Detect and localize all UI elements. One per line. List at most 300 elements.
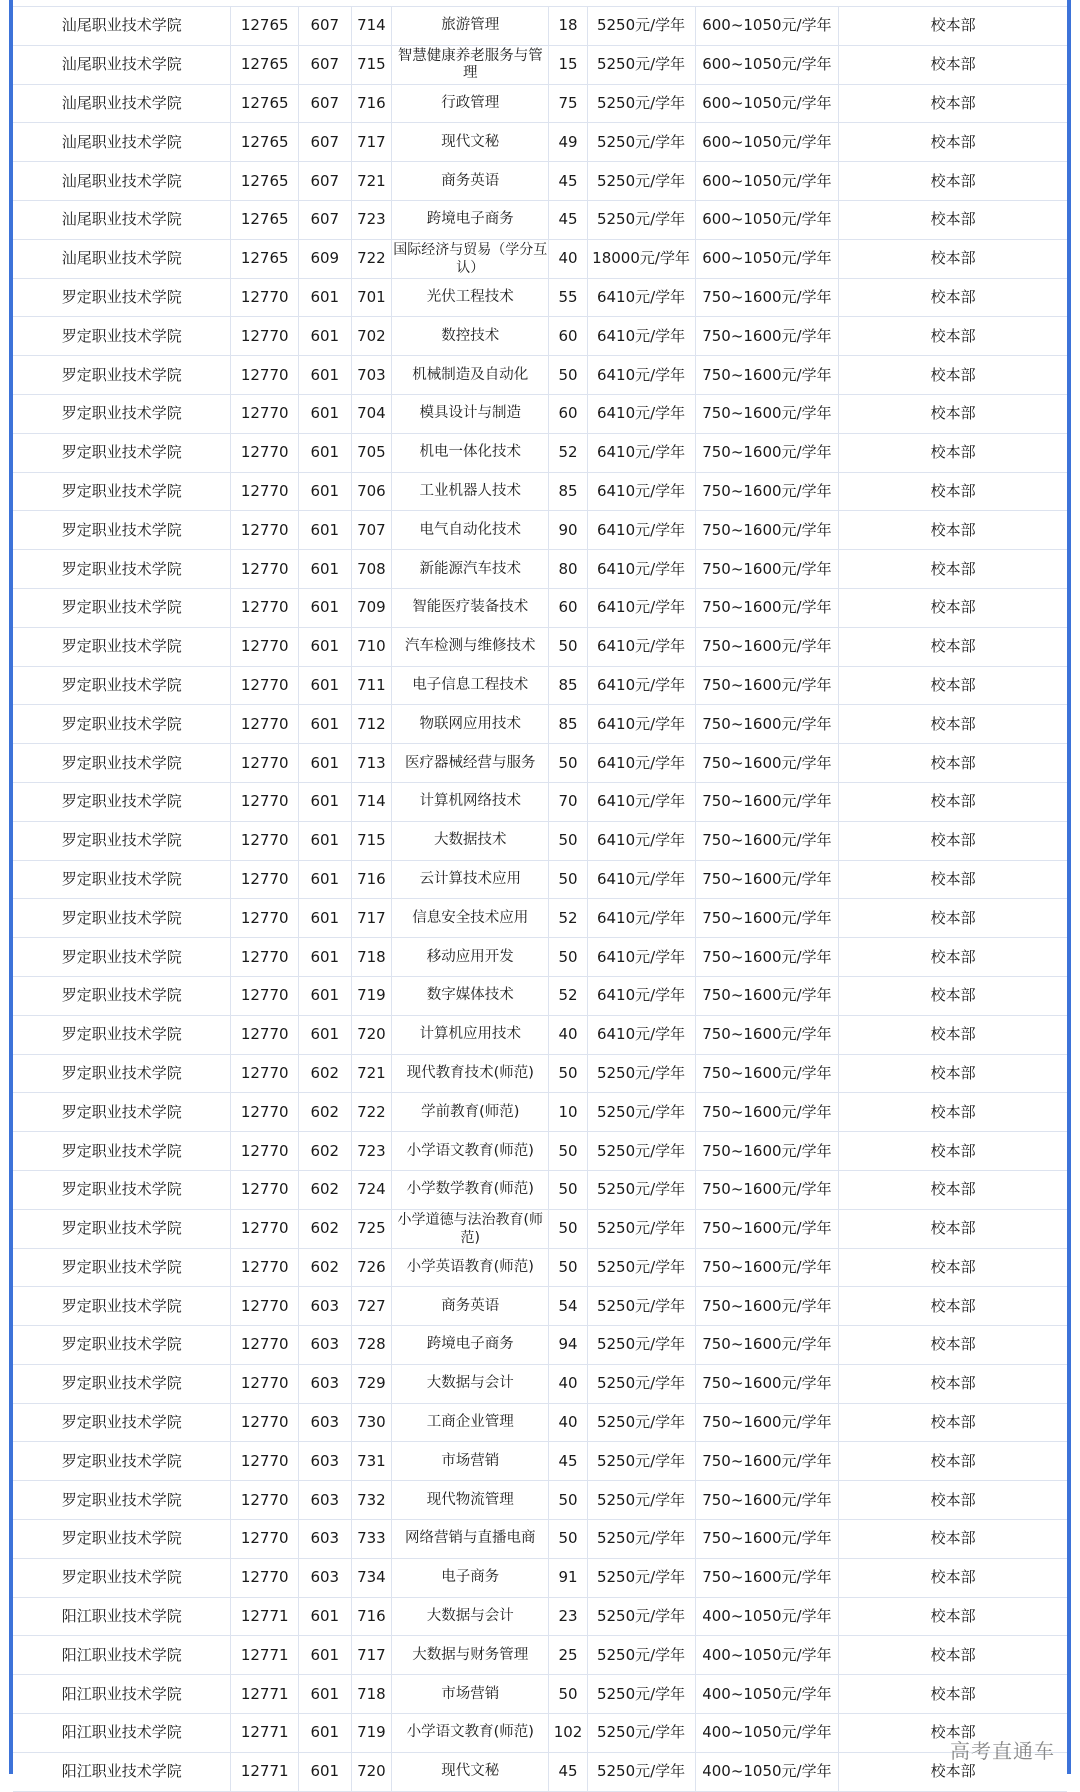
accommodation-fee-cell: 750~1600元/学年: [695, 1015, 839, 1054]
watermark: 高考直通车: [950, 1739, 1055, 1763]
school-name-cell: 罗定职业技术学院: [13, 1442, 231, 1481]
accommodation-fee-cell: 750~1600元/学年: [695, 550, 839, 589]
plan-count-cell: 50: [549, 1675, 587, 1714]
group-code-cell: 601: [298, 1597, 351, 1636]
major-name-cell: 小学语文教育(师范): [392, 1132, 549, 1171]
major-code-cell: 704: [351, 394, 391, 433]
plan-count-cell: 85: [549, 666, 587, 705]
school-name-cell: 汕尾职业技术学院: [13, 123, 231, 162]
plan-count-cell: 25: [549, 1636, 587, 1675]
tuition-cell: 6410元/学年: [587, 782, 695, 821]
major-code-cell: 705: [351, 433, 391, 472]
campus-cell: 校本部: [839, 1170, 1067, 1209]
school-code-cell: 12770: [231, 1364, 298, 1403]
accommodation-fee-cell: 750~1600元/学年: [695, 1132, 839, 1171]
major-name-cell: 市场营销: [392, 1442, 549, 1481]
school-code-cell: 12770: [231, 588, 298, 627]
tuition-cell: 5250元/学年: [587, 45, 695, 84]
accommodation-fee-cell: 750~1600元/学年: [695, 433, 839, 472]
accommodation-fee-cell: 750~1600元/学年: [695, 1248, 839, 1287]
campus-cell: 校本部: [839, 1442, 1067, 1481]
tuition-cell: 6410元/学年: [587, 278, 695, 317]
plan-count-cell: 55: [549, 278, 587, 317]
plan-count-cell: 45: [549, 1752, 587, 1791]
school-name-cell: 阳江职业技术学院: [13, 1636, 231, 1675]
campus-cell: 校本部: [839, 899, 1067, 938]
school-name-cell: 罗定职业技术学院: [13, 666, 231, 705]
accommodation-fee-cell: 750~1600元/学年: [695, 1403, 839, 1442]
school-code-cell: 12770: [231, 1558, 298, 1597]
tuition-cell: 5250元/学年: [587, 1287, 695, 1326]
major-name-cell: 跨境电子商务: [392, 200, 549, 239]
accommodation-fee-cell: 750~1600元/学年: [695, 278, 839, 317]
campus-cell: 校本部: [839, 938, 1067, 977]
table-row: [13, 1520, 1067, 1559]
table-row: [13, 860, 1067, 899]
school-code-cell: 12765: [231, 200, 298, 239]
group-code-cell: 603: [298, 1364, 351, 1403]
major-name-cell: 现代物流管理: [392, 1481, 549, 1520]
accommodation-fee-cell: 600~1050元/学年: [695, 162, 839, 201]
tuition-cell: 5250元/学年: [587, 1481, 695, 1520]
group-code-cell: 601: [298, 899, 351, 938]
major-name-cell: 现代教育技术(师范): [392, 1054, 549, 1093]
table-row: [13, 1752, 1067, 1791]
school-name-cell: 罗定职业技术学院: [13, 1132, 231, 1171]
major-name-cell: 大数据技术: [392, 821, 549, 860]
table-row: [13, 278, 1067, 317]
major-name-cell: 大数据与财务管理: [392, 1636, 549, 1675]
table-row: [13, 162, 1067, 201]
major-name-cell: 现代文秘: [392, 123, 549, 162]
table-row: [13, 705, 1067, 744]
campus-cell: 校本部: [839, 239, 1067, 278]
major-name-cell: 电子商务: [392, 1558, 549, 1597]
major-code-cell: 706: [351, 472, 391, 511]
campus-cell: 校本部: [839, 433, 1067, 472]
group-code-cell: 601: [298, 821, 351, 860]
accommodation-fee-cell: 750~1600元/学年: [695, 1287, 839, 1326]
school-code-cell: 12770: [231, 860, 298, 899]
group-code-cell: 601: [298, 356, 351, 395]
tuition-cell: 6410元/学年: [587, 705, 695, 744]
school-name-cell: 罗定职业技术学院: [13, 744, 231, 783]
plan-count-cell: 60: [549, 317, 587, 356]
plan-count-cell: 50: [549, 1481, 587, 1520]
table-row: [13, 1714, 1067, 1753]
school-name-cell: 阳江职业技术学院: [13, 1714, 231, 1753]
table-row: [13, 821, 1067, 860]
tuition-cell: 5250元/学年: [587, 1209, 695, 1248]
table-row: [13, 123, 1067, 162]
accommodation-fee-cell: 600~1050元/学年: [695, 45, 839, 84]
group-code-cell: 602: [298, 1093, 351, 1132]
major-code-cell: 715: [351, 45, 391, 84]
group-code-cell: 603: [298, 1442, 351, 1481]
major-code-cell: 716: [351, 84, 391, 123]
tuition-cell: 5250元/学年: [587, 162, 695, 201]
campus-cell: 校本部: [839, 627, 1067, 666]
school-code-cell: 12770: [231, 899, 298, 938]
accommodation-fee-cell: 750~1600元/学年: [695, 1209, 839, 1248]
group-code-cell: 602: [298, 1170, 351, 1209]
school-code-cell: 12770: [231, 511, 298, 550]
major-name-cell: 小学英语教育(师范): [392, 1248, 549, 1287]
tuition-cell: 6410元/学年: [587, 860, 695, 899]
major-name-cell: 汽车检测与维修技术: [392, 627, 549, 666]
plan-count-cell: 54: [549, 1287, 587, 1326]
campus-cell: 校本部: [839, 821, 1067, 860]
school-code-cell: 12770: [231, 1015, 298, 1054]
campus-cell: 校本部: [839, 1481, 1067, 1520]
table-row: [13, 1326, 1067, 1365]
tuition-cell: 6410元/学年: [587, 394, 695, 433]
group-code-cell: 607: [298, 200, 351, 239]
school-code-cell: 12770: [231, 1248, 298, 1287]
plan-count-cell: 10: [549, 1093, 587, 1132]
plan-count-cell: 15: [549, 45, 587, 84]
campus-cell: 校本部: [839, 976, 1067, 1015]
major-code-cell: 731: [351, 1442, 391, 1481]
school-code-cell: 12770: [231, 278, 298, 317]
tuition-cell: 6410元/学年: [587, 472, 695, 511]
school-code-cell: 12770: [231, 1481, 298, 1520]
major-name-cell: 新能源汽车技术: [392, 550, 549, 589]
campus-cell: 校本部: [839, 705, 1067, 744]
school-name-cell: 汕尾职业技术学院: [13, 239, 231, 278]
plan-count-cell: 80: [549, 550, 587, 589]
campus-cell: 校本部: [839, 1364, 1067, 1403]
major-code-cell: 729: [351, 1364, 391, 1403]
group-code-cell: 601: [298, 666, 351, 705]
table-row: [13, 938, 1067, 977]
major-code-cell: 717: [351, 123, 391, 162]
accommodation-fee-cell: 750~1600元/学年: [695, 782, 839, 821]
plan-count-cell: 85: [549, 705, 587, 744]
tuition-cell: 5250元/学年: [587, 123, 695, 162]
table-row: [13, 1558, 1067, 1597]
school-code-cell: 12770: [231, 1132, 298, 1171]
school-name-cell: 阳江职业技术学院: [13, 1752, 231, 1791]
group-code-cell: 602: [298, 1132, 351, 1171]
school-name-cell: 罗定职业技术学院: [13, 1326, 231, 1365]
tuition-cell: 5250元/学年: [587, 1248, 695, 1287]
group-code-cell: 603: [298, 1558, 351, 1597]
major-code-cell: 721: [351, 162, 391, 201]
admission-table: [13, 6, 1067, 1792]
group-code-cell: 602: [298, 1054, 351, 1093]
tuition-cell: 6410元/学年: [587, 317, 695, 356]
major-code-cell: 722: [351, 239, 391, 278]
plan-count-cell: 18: [549, 7, 587, 46]
school-name-cell: 罗定职业技术学院: [13, 433, 231, 472]
major-code-cell: 719: [351, 1714, 391, 1753]
table-row: [13, 511, 1067, 550]
major-code-cell: 701: [351, 278, 391, 317]
accommodation-fee-cell: 750~1600元/学年: [695, 1093, 839, 1132]
major-name-cell: 光伏工程技术: [392, 278, 549, 317]
major-code-cell: 727: [351, 1287, 391, 1326]
school-code-cell: 12770: [231, 1326, 298, 1365]
school-code-cell: 12770: [231, 1287, 298, 1326]
major-code-cell: 703: [351, 356, 391, 395]
group-code-cell: 603: [298, 1326, 351, 1365]
major-name-cell: 数控技术: [392, 317, 549, 356]
school-name-cell: 罗定职业技术学院: [13, 588, 231, 627]
table-row: [13, 1093, 1067, 1132]
group-code-cell: 601: [298, 705, 351, 744]
major-code-cell: 711: [351, 666, 391, 705]
plan-count-cell: 40: [549, 1015, 587, 1054]
plan-count-cell: 50: [549, 938, 587, 977]
campus-cell: 校本部: [839, 1054, 1067, 1093]
accommodation-fee-cell: 400~1050元/学年: [695, 1636, 839, 1675]
table-body: [13, 7, 1067, 1792]
school-code-cell: 12765: [231, 239, 298, 278]
school-code-cell: 12770: [231, 472, 298, 511]
table-row: [13, 1248, 1067, 1287]
plan-count-cell: 50: [549, 1054, 587, 1093]
major-code-cell: 721: [351, 1054, 391, 1093]
campus-cell: 校本部: [839, 744, 1067, 783]
school-code-cell: 12771: [231, 1597, 298, 1636]
group-code-cell: 607: [298, 123, 351, 162]
school-code-cell: 12770: [231, 1442, 298, 1481]
table-row: [13, 433, 1067, 472]
major-name-cell: 移动应用开发: [392, 938, 549, 977]
school-code-cell: 12765: [231, 162, 298, 201]
table-row: [13, 1364, 1067, 1403]
group-code-cell: 601: [298, 1636, 351, 1675]
major-name-cell: 跨境电子商务: [392, 1326, 549, 1365]
major-code-cell: 709: [351, 588, 391, 627]
campus-cell: 校本部: [839, 278, 1067, 317]
major-name-cell: 智慧健康养老服务与管理: [392, 45, 549, 84]
accommodation-fee-cell: 750~1600元/学年: [695, 1442, 839, 1481]
school-name-cell: 罗定职业技术学院: [13, 821, 231, 860]
campus-cell: 校本部: [839, 1597, 1067, 1636]
group-code-cell: 601: [298, 433, 351, 472]
campus-cell: 校本部: [839, 860, 1067, 899]
major-code-cell: 732: [351, 1481, 391, 1520]
table-row: [13, 84, 1067, 123]
group-code-cell: 601: [298, 744, 351, 783]
major-code-cell: 714: [351, 782, 391, 821]
tuition-cell: 6410元/学年: [587, 666, 695, 705]
tuition-cell: 5250元/学年: [587, 1403, 695, 1442]
school-code-cell: 12771: [231, 1675, 298, 1714]
school-code-cell: 12770: [231, 976, 298, 1015]
school-name-cell: 罗定职业技术学院: [13, 705, 231, 744]
major-code-cell: 722: [351, 1093, 391, 1132]
plan-count-cell: 40: [549, 1364, 587, 1403]
group-code-cell: 601: [298, 588, 351, 627]
school-code-cell: 12771: [231, 1752, 298, 1791]
tuition-cell: 5250元/学年: [587, 1597, 695, 1636]
school-code-cell: 12770: [231, 1520, 298, 1559]
plan-count-cell: 50: [549, 860, 587, 899]
major-name-cell: 现代文秘: [392, 1752, 549, 1791]
major-name-cell: 国际经济与贸易（学分互认）: [392, 239, 549, 278]
campus-cell: 校本部: [839, 123, 1067, 162]
campus-cell: 校本部: [839, 1675, 1067, 1714]
major-code-cell: 717: [351, 899, 391, 938]
school-name-cell: 汕尾职业技术学院: [13, 200, 231, 239]
school-name-cell: 罗定职业技术学院: [13, 1015, 231, 1054]
table-row: [13, 588, 1067, 627]
accommodation-fee-cell: 750~1600元/学年: [695, 1520, 839, 1559]
accommodation-fee-cell: 600~1050元/学年: [695, 84, 839, 123]
major-name-cell: 模具设计与制造: [392, 394, 549, 433]
plan-count-cell: 45: [549, 1442, 587, 1481]
tuition-cell: 5250元/学年: [587, 1558, 695, 1597]
group-code-cell: 601: [298, 1752, 351, 1791]
tuition-cell: 6410元/学年: [587, 588, 695, 627]
tuition-cell: 6410元/学年: [587, 1015, 695, 1054]
school-name-cell: 阳江职业技术学院: [13, 1597, 231, 1636]
school-code-cell: 12770: [231, 433, 298, 472]
plan-count-cell: 40: [549, 1403, 587, 1442]
school-name-cell: 罗定职业技术学院: [13, 317, 231, 356]
table-row: [13, 550, 1067, 589]
plan-count-cell: 50: [549, 1209, 587, 1248]
major-code-cell: 726: [351, 1248, 391, 1287]
school-code-cell: 12770: [231, 821, 298, 860]
campus-cell: 校本部: [839, 45, 1067, 84]
major-code-cell: 708: [351, 550, 391, 589]
school-name-cell: 罗定职业技术学院: [13, 1520, 231, 1559]
school-name-cell: 罗定职业技术学院: [13, 1403, 231, 1442]
table-row: [13, 45, 1067, 84]
accommodation-fee-cell: 750~1600元/学年: [695, 1054, 839, 1093]
campus-cell: 校本部: [839, 317, 1067, 356]
school-code-cell: 12770: [231, 1403, 298, 1442]
accommodation-fee-cell: 600~1050元/学年: [695, 200, 839, 239]
table-row: [13, 1675, 1067, 1714]
plan-count-cell: 45: [549, 162, 587, 201]
table-row: [13, 1054, 1067, 1093]
school-name-cell: 汕尾职业技术学院: [13, 7, 231, 46]
school-code-cell: 12765: [231, 84, 298, 123]
tuition-cell: 6410元/学年: [587, 899, 695, 938]
accommodation-fee-cell: 750~1600元/学年: [695, 356, 839, 395]
table-row: [13, 1403, 1067, 1442]
school-code-cell: 12770: [231, 1093, 298, 1132]
accommodation-fee-cell: 400~1050元/学年: [695, 1675, 839, 1714]
tuition-cell: 5250元/学年: [587, 1752, 695, 1791]
school-name-cell: 罗定职业技术学院: [13, 511, 231, 550]
campus-cell: 校本部: [839, 1714, 1067, 1753]
major-name-cell: 网络营销与直播电商: [392, 1520, 549, 1559]
accommodation-fee-cell: 750~1600元/学年: [695, 1558, 839, 1597]
tuition-cell: 5250元/学年: [587, 1364, 695, 1403]
school-code-cell: 12765: [231, 123, 298, 162]
school-name-cell: 罗定职业技术学院: [13, 1481, 231, 1520]
campus-cell: 校本部: [839, 1636, 1067, 1675]
school-name-cell: 罗定职业技术学院: [13, 938, 231, 977]
school-code-cell: 12770: [231, 1170, 298, 1209]
tuition-cell: 5250元/学年: [587, 1520, 695, 1559]
table-row: [13, 1481, 1067, 1520]
plan-count-cell: 50: [549, 627, 587, 666]
group-code-cell: 609: [298, 239, 351, 278]
table-row: [13, 200, 1067, 239]
accommodation-fee-cell: 750~1600元/学年: [695, 1170, 839, 1209]
plan-count-cell: 90: [549, 511, 587, 550]
school-code-cell: 12765: [231, 45, 298, 84]
table-row: [13, 1209, 1067, 1248]
accommodation-fee-cell: 750~1600元/学年: [695, 860, 839, 899]
campus-cell: 校本部: [839, 782, 1067, 821]
school-name-cell: 罗定职业技术学院: [13, 1093, 231, 1132]
school-code-cell: 12770: [231, 666, 298, 705]
school-name-cell: 罗定职业技术学院: [13, 1170, 231, 1209]
campus-cell: 校本部: [839, 1287, 1067, 1326]
major-name-cell: 工业机器人技术: [392, 472, 549, 511]
major-name-cell: 电子信息工程技术: [392, 666, 549, 705]
school-name-cell: 罗定职业技术学院: [13, 1364, 231, 1403]
accommodation-fee-cell: 750~1600元/学年: [695, 588, 839, 627]
school-name-cell: 罗定职业技术学院: [13, 627, 231, 666]
accommodation-fee-cell: 750~1600元/学年: [695, 1326, 839, 1365]
major-code-cell: 716: [351, 1597, 391, 1636]
table-row: [13, 1442, 1067, 1481]
group-code-cell: 601: [298, 511, 351, 550]
campus-cell: 校本部: [839, 394, 1067, 433]
group-code-cell: 601: [298, 782, 351, 821]
group-code-cell: 602: [298, 1248, 351, 1287]
major-code-cell: 730: [351, 1403, 391, 1442]
major-code-cell: 723: [351, 1132, 391, 1171]
major-code-cell: 719: [351, 976, 391, 1015]
tuition-cell: 6410元/学年: [587, 627, 695, 666]
major-code-cell: 723: [351, 200, 391, 239]
major-name-cell: 商务英语: [392, 162, 549, 201]
group-code-cell: 603: [298, 1481, 351, 1520]
school-name-cell: 罗定职业技术学院: [13, 356, 231, 395]
group-code-cell: 601: [298, 860, 351, 899]
accommodation-fee-cell: 750~1600元/学年: [695, 627, 839, 666]
school-code-cell: 12770: [231, 1209, 298, 1248]
accommodation-fee-cell: 750~1600元/学年: [695, 394, 839, 433]
major-name-cell: 云计算技术应用: [392, 860, 549, 899]
tuition-cell: 6410元/学年: [587, 550, 695, 589]
school-code-cell: 12770: [231, 782, 298, 821]
group-code-cell: 601: [298, 278, 351, 317]
accommodation-fee-cell: 600~1050元/学年: [695, 123, 839, 162]
accommodation-fee-cell: 400~1050元/学年: [695, 1597, 839, 1636]
major-name-cell: 智能医疗装备技术: [392, 588, 549, 627]
accommodation-fee-cell: 750~1600元/学年: [695, 1364, 839, 1403]
campus-cell: 校本部: [839, 356, 1067, 395]
table-row: [13, 1636, 1067, 1675]
tuition-cell: 5250元/学年: [587, 7, 695, 46]
major-name-cell: 医疗器械经营与服务: [392, 744, 549, 783]
group-code-cell: 607: [298, 162, 351, 201]
plan-count-cell: 49: [549, 123, 587, 162]
group-code-cell: 603: [298, 1403, 351, 1442]
major-name-cell: 电气自动化技术: [392, 511, 549, 550]
table-row: [13, 472, 1067, 511]
major-code-cell: 725: [351, 1209, 391, 1248]
major-code-cell: 702: [351, 317, 391, 356]
school-name-cell: 罗定职业技术学院: [13, 472, 231, 511]
accommodation-fee-cell: 750~1600元/学年: [695, 744, 839, 783]
tuition-cell: 5250元/学年: [587, 1326, 695, 1365]
major-code-cell: 718: [351, 1675, 391, 1714]
group-code-cell: 601: [298, 1714, 351, 1753]
tuition-cell: 5250元/学年: [587, 1675, 695, 1714]
